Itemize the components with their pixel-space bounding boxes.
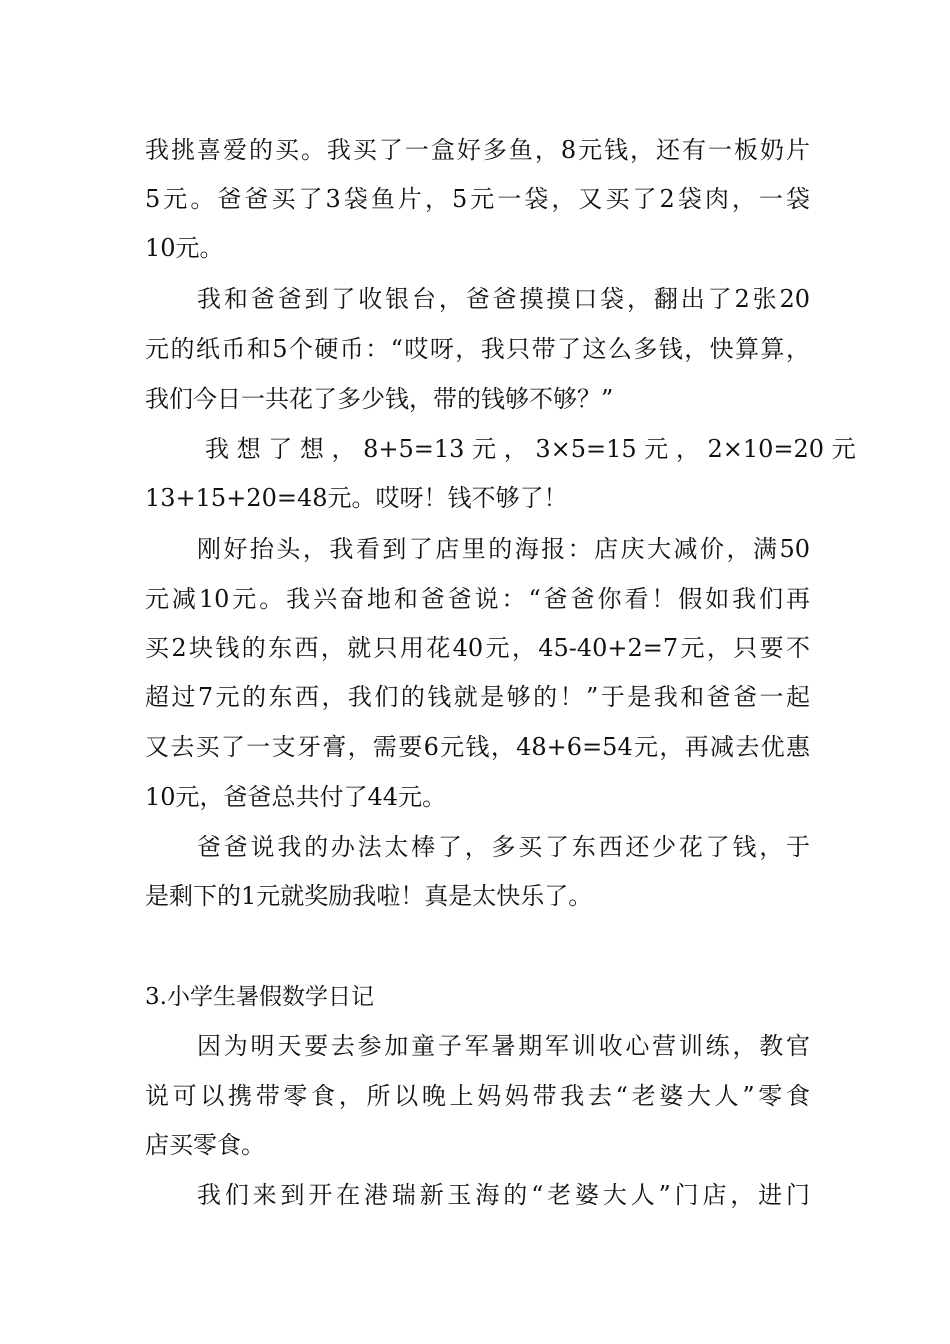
text-line: 店买零食。 <box>145 1131 265 1159</box>
text-line: 元的纸币和5个硬币：“哎呀，我只带了这么多钱，快算算， <box>145 335 810 363</box>
text-line: 超过7元的东西，我们的钱就是够的！”于是我和爸爸一起 <box>145 683 810 711</box>
text-line: 5元。爸爸买了3袋鱼片，5元一袋，又买了2袋肉，一袋 <box>145 185 810 213</box>
text-line: 爸爸说我的办法太棒了，多买了东西还少花了钱，于 <box>197 833 810 861</box>
text-line: 因为明天要去参加童子军暑期军训收心营训练，教官 <box>197 1032 810 1060</box>
text-line: 我们今日一共花了多少钱，带的钱够不够？” <box>145 385 614 413</box>
text-line: 又去买了一支牙膏，需要6元钱，48+6=54元，再减去优惠 <box>145 733 810 761</box>
text-line: 买2块钱的东西，就只用花40元，45-40+2=7元，只要不 <box>145 634 810 662</box>
text-line: 刚好抬头，我看到了店里的海报：店庆大减价，满50 <box>197 535 810 563</box>
text-line: 是剩下的1元就奖励我啦！真是太快乐了。 <box>145 882 593 910</box>
text-line: 10元，爸爸总共付了44元。 <box>145 783 447 811</box>
section-heading: 3.小学生暑假数学日记 <box>145 984 374 1010</box>
text-line: 我挑喜爱的买。我买了一盒好多鱼，8元钱，还有一板奶片 <box>145 136 810 164</box>
text-line: 说可以携带零食，所以晚上妈妈带我去“老婆大人”零食 <box>145 1082 810 1110</box>
text-line: 10元。 <box>145 234 224 262</box>
text-line: 13+15+20=48元。哎呀！钱不够了！ <box>145 484 568 512</box>
text-line: 元减10元。我兴奋地和爸爸说：“爸爸你看！假如我们再 <box>145 585 810 613</box>
text-line: 我们来到开在港瑞新玉海的“老婆大人”门店，进门 <box>197 1181 810 1209</box>
text-line: 我和爸爸到了收银台，爸爸摸摸口袋，翻出了2张20 <box>197 285 810 313</box>
text-line: 我 想 了 想 ， 8+5=13 元 ， 3×5=15 元 ， 2×10=20 元 <box>205 435 856 463</box>
